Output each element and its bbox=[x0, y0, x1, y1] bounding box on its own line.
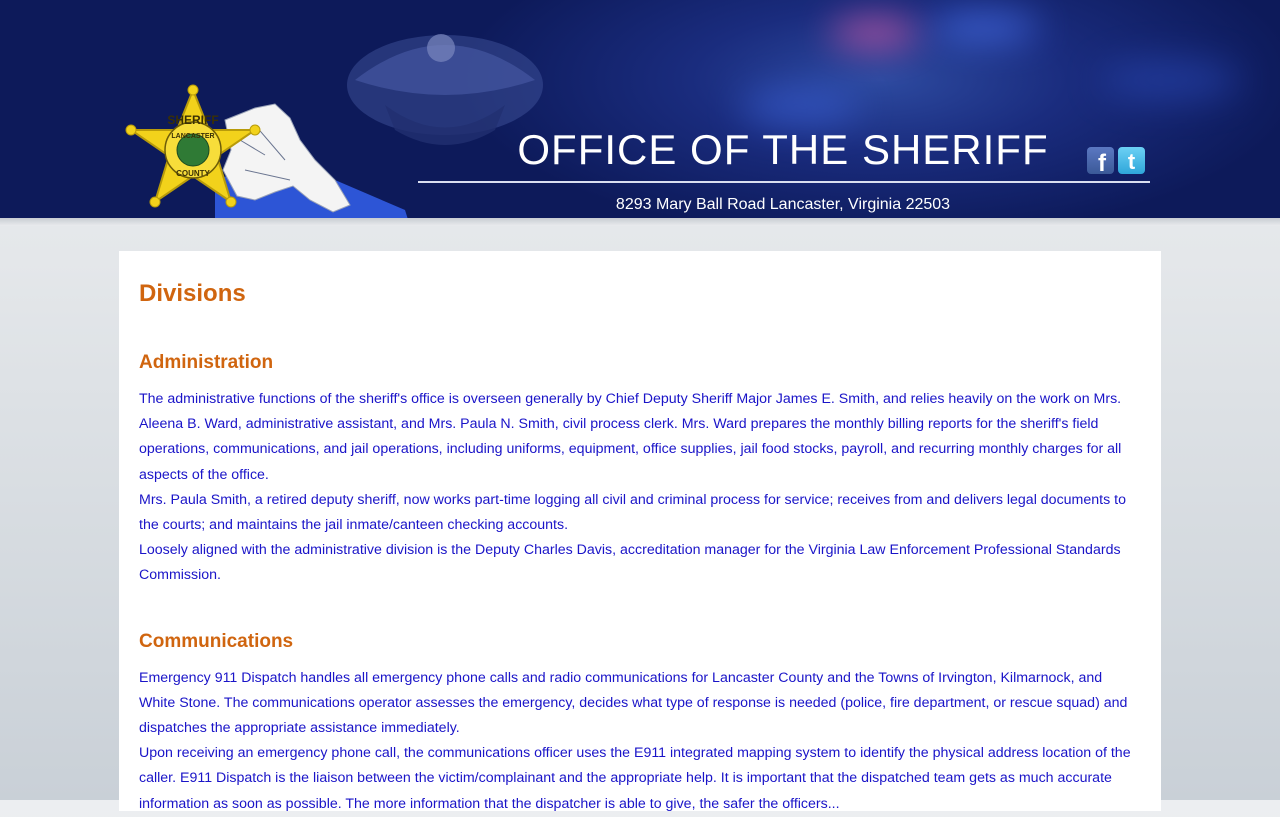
badge-text: LANCASTER bbox=[171, 133, 215, 140]
header-divider bbox=[0, 218, 1280, 226]
badge-text: COUNTY bbox=[176, 169, 210, 178]
title-divider bbox=[418, 181, 1150, 183]
section-heading: Communications bbox=[139, 630, 294, 652]
police-light-glow bbox=[830, 18, 920, 48]
office-address: 8293 Mary Ball Road Lancaster, Virginia 22503 bbox=[615, 196, 951, 213]
page-title: Divisions bbox=[139, 280, 246, 307]
police-light-glow bbox=[740, 90, 860, 124]
header-banner bbox=[0, 0, 1280, 220]
paragraph: Emergency 911 Dispatch handles all emergency phone calls and radio communications for Lancaster County and the Towns of Irvington, Kilmarnock, and White Stone. The communications operator assesses the emergency, decides what type of response is needed (police, fire department, or rescue squad) and dispatches the appropriate assistance immediately. bbox=[139, 669, 1128, 737]
paragraph: Upon receiving an emergency phone call, the communications officer uses the E911 integrated mapping system to identify the physical address location of the caller. E911 Dispatch is the liaison between the victim/complainant and the appropriate help. It is important that the dispatched team gets as much accurate information as soon as possible. The more information that the dispatcher is able to give, the safer the officers... bbox=[139, 745, 1131, 812]
police-light-glow bbox=[930, 14, 1040, 40]
svg-text:f: f bbox=[1098, 150, 1106, 177]
paragraph: The administrative functions of the sheriff's office is overseen generally by Chief Deputy Sheriff Major James E. Smith, and relies heavily on the work on Mrs. Aleena B. Ward, administrative assistant, and Mrs. Paula N. Smith, civil process clerk. Mrs. Ward prepares the monthly billing reports for the sheriff's field operations, communications, and jail operations, including uniforms, equipment, office supplies, jail food stocks, payroll, and recurring monthly charges for all aspects of the office. bbox=[139, 391, 1122, 483]
twitter-icon[interactable] bbox=[1118, 147, 1145, 174]
badge-text: SHERIFF bbox=[167, 113, 219, 127]
paragraph: Loosely aligned with the administrative division is the Deputy Charles Davis, accreditation manager for the Virginia Law Enforcement Professional Standards Commission. bbox=[139, 542, 1121, 584]
facebook-icon[interactable] bbox=[1087, 147, 1114, 177]
site-title: OFFICE OF THE SHERIFF bbox=[517, 126, 1049, 173]
main-content bbox=[119, 251, 1161, 811]
communications-section bbox=[139, 630, 1141, 817]
svg-text:t: t bbox=[1127, 149, 1136, 174]
section-heading: Administration bbox=[139, 352, 274, 373]
sheriff-badge-logo bbox=[117, 84, 269, 229]
police-light-glow bbox=[1100, 60, 1240, 100]
paragraph: Mrs. Paula Smith, a retired deputy sheriff, now works part-time logging all civil and criminal process for service; receives from and delivers legal documents to the courts; and maintains the jail inmate/canteen checking accounts. bbox=[139, 491, 1126, 534]
administration-section bbox=[139, 351, 1141, 589]
